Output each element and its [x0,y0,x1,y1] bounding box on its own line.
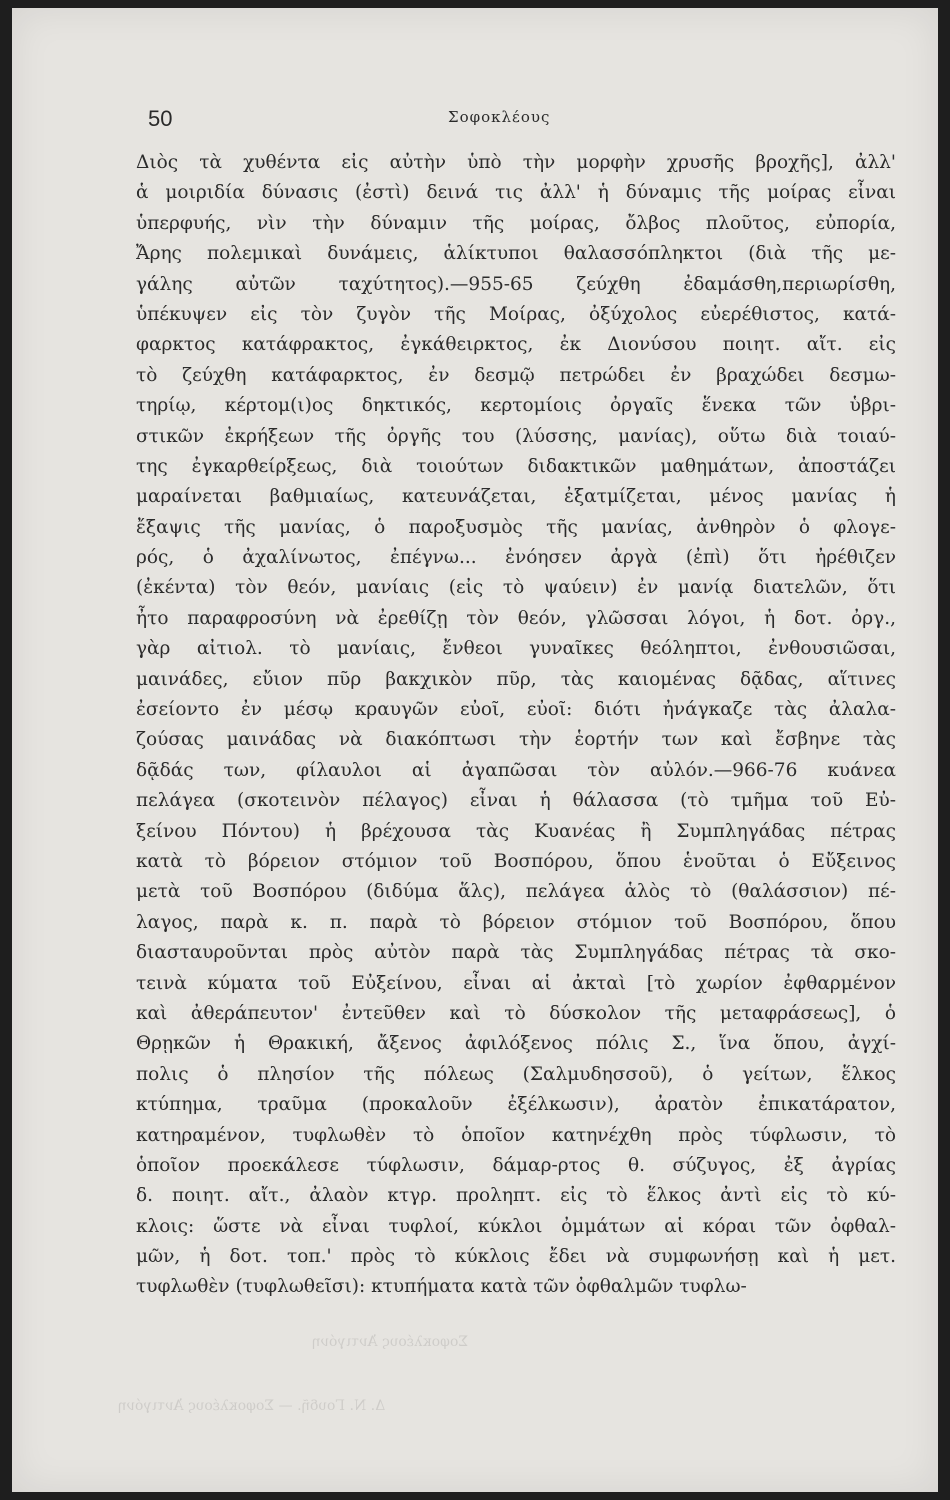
text-line: πολις ὁ πλησίον τῆς πόλεως (Σαλμυδησσοῦ), ὁ γείτων, ἕλκος [136,1063,896,1085]
text-line: κλοις: ὥστε νὰ εἶναι τυφλοί, κύκλοι ὀμμάτων αἱ κόραι τῶν ὀφθαλ- [136,1215,896,1237]
text-line: ἔξαψις τῆς μανίας, ὁ παροξυσμὸς τῆς μανίας, ἀνθηρὸν ὁ φλογε- [136,516,896,538]
text-line: μετὰ τοῦ Βοσπόρου (διδύμα ἅλς), πελάγεα ἁλὸς τὸ (θαλάσσιον) πέ- [136,881,896,903]
commentary-text [136,148,896,1303]
text-line: της ἐγκαρθείρξεως, διὰ τοιούτων διδακτικῶν μαθημάτων, ἀποστάζει [136,455,896,477]
bleed-through-text: Δ. Ν. Γουδῆ. — Σοφοκλέους Ἀντιγόνη [118,1398,386,1414]
text-line: κτύπημα, τραῦμα (προκαλοῦν ἐξέλκωσιν), ἀρατὸν ἐπικατάρατον, [136,1094,896,1116]
text-line: τὸ ζεύχθη κατάφαρκτος, ἐν δεσμῷ πετρώδει ἐν βραχώδει δεσμω- [136,364,896,386]
text-line: μαραίνεται βαθμιαίως, κατευνάζεται, ἐξατμίζεται, μένος μανίας ἡ [136,486,896,508]
text-line: κατὰ τὸ βόρειον στόμιον τοῦ Βοσπόρου, ὅπου ἑνοῦται ὁ Εὔξεινος [136,850,896,872]
text-line: δ. ποιητ. αἴτ., ἀλαὸν κτγρ. προληπτ. εἰς τὸ ἕλκος ἀντὶ εἰς τὸ κύ- [136,1185,896,1207]
text-line: ἐσείοντο ἐν μέσῳ κραυγῶν εὐοῖ, εὐοῖ: διότι ἠνάγκαζε τὰς ἀλαλα- [136,699,896,721]
text-line: ὁποῖον προεκάλεσε τύφλωσιν, δάμαρ-ρτος θ. σύζυγος, ἐξ ἀγρίας [136,1154,896,1176]
text-line: κατηραμένον, τυφλωθὲν τὸ ὁποῖον κατηνέχθη πρὸς τύφλωσιν, τὸ [136,1124,896,1146]
text-line: ξείνου Πόντου) ἡ βρέχουσα τὰς Κυανέας ἢ Συμπληγάδας πέτρας [136,820,896,842]
bleed-through-text: Σοφοκλέους Ἀντιγόνη [312,1334,469,1350]
book-page [12,8,938,1492]
text-line: πελάγεα (σκοτεινὸν πέλαγος) εἶναι ἡ θάλασσα (τὸ τμῆμα τοῦ Εὐ- [136,790,896,812]
running-title: Σοφοκλέους [448,108,551,126]
text-line: λαγος, παρὰ κ. π. παρὰ τὸ βόρειον στόμιον τοῦ Βοσπόρου, ὅπου [136,911,896,933]
text-line: Ἄρης πολεμικαὶ δυνάμεις, ἁλίκτυποι θαλασσόπληκτοι (διὰ τῆς με- [136,243,896,265]
text-line: τυφλωθὲν (τυφλωθεῖσι): κτυπήματα κατὰ τῶν ὀφθαλμῶν τυφλω- [136,1276,747,1298]
text-line: ὑπερφυής, νὶν τὴν δύναμιν τῆς μοίρας, ὄλβος πλοῦτος, εὐπορία, [136,212,896,234]
text-line: ὑπέκυψεν εἰς τὸν ζυγὸν τῆς Μοίρας, ὀξύχολος εὐερέθιστος, κατά- [136,303,896,325]
text-line: ρός, ὁ ἀχαλίνωτος, ἐπέγνω... ἐνόησεν ἀργὰ (ἐπὶ) ὅτι ἠρέθιζεν [136,547,896,569]
text-line: μαινάδες, εὔιον πῦρ βακχικὸν πῦρ, τὰς καιομένας δᾷδας, αἵτινες [136,668,896,690]
text-line: ἦτο παραφροσύνη νὰ ἐρεθίζῃ τὸν θεόν, γλῶσσαι λόγοι, ἡ δοτ. ὀργ., [136,607,896,629]
text-line: διασταυροῦνται πρὸς αὐτὸν παρὰ τὰς Συμπληγάδας πέτρας τὰ σκο- [136,942,896,964]
text-line: δᾷδάς των, φίλαυλοι αἱ ἀγαπῶσαι τὸν αὐλόν.—966-76 κυάνεα [136,759,896,781]
text-line: Θρῃκῶν ἡ Θρακική, ἄξενος ἀφιλόξενος πόλις Σ., ἵνα ὅπου, ἀγχί- [136,1033,896,1055]
text-line: (ἐκέντα) τὸν θεόν, μανίαις (εἰς τὸ ψαύειν) ἐν μανίᾳ διατελῶν, ὅτι [136,577,896,599]
text-line: φαρκτος κατάφρακτος, ἐγκάθειρκτος, ἐκ Διονύσου ποιητ. αἴτ. εἰς [136,334,896,356]
text-line: στικῶν ἐκρήξεων τῆς ὀργῆς του (λύσσης, μανίας), οὕτω διὰ τοιαύ- [136,425,896,447]
text-line: Διὸς τὰ χυθέντα εἰς αὐτὴν ὑπὸ τὴν μορφὴν χρυσῆς βροχῆς], ἀλλ' [136,152,896,173]
text-line: μῶν, ἡ δοτ. τοπ.' πρὸς τὸ κύκλοις ἔδει νὰ συμφωνήσῃ καὶ ἡ μετ. [136,1246,896,1268]
text-line: ἁ μοιριδία δύνασις (ἐστὶ) δεινά τις ἀλλ' ἡ δύναμις τῆς μοίρας εἶναι [136,182,896,204]
text-line: γὰρ αἰτιολ. τὸ μανίαις, ἔνθεοι γυναῖκες θεόληπτοι, ἐνθουσιῶσαι, [136,638,896,660]
page-header [148,106,898,140]
page-number: 50 [148,106,173,131]
text-line: τηρίῳ, κέρτομ(ι)ος δηκτικός, κερτομίοις ὀργαῖς ἕνεκα τῶν ὑβρι- [136,395,896,417]
text-line: ζούσας μαινάδας νὰ διακόπτωσι τὴν ἑορτήν των καὶ ἔσβηνε τὰς [136,729,896,751]
text-line: καὶ ἀθεράπευτον' ἐντεῦθεν καὶ τὸ δύσκολον τῆς μεταφράσεως], ὁ [136,1002,896,1024]
text-line: γάλης αὐτῶν ταχύτητος).—955-65 ζεύχθη ἐδαμάσθη,περιωρίσθη, [136,273,896,295]
text-line: τεινὰ κύματα τοῦ Εὐξείνου, εἶναι αἱ ἀκταὶ [τὸ χωρίον ἐφθαρμένον [136,972,896,994]
